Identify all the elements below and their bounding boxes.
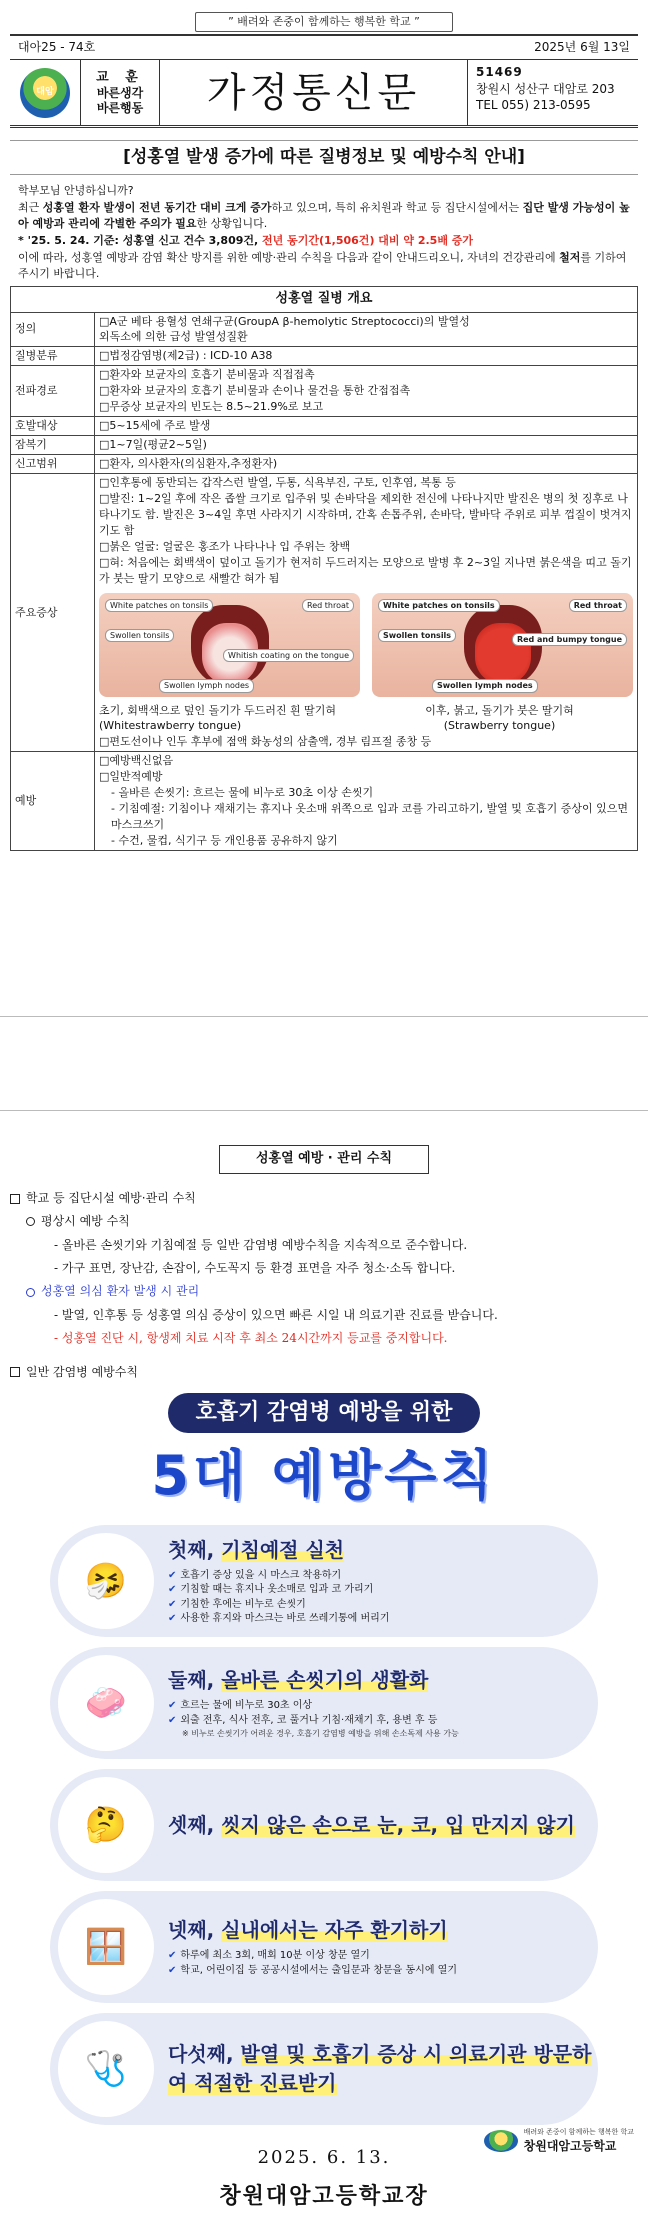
disease-overview-table — [10, 286, 638, 851]
creed-label: 교 훈 — [96, 69, 144, 85]
check-icon: ✔ — [168, 1700, 177, 1712]
page-separator — [0, 1016, 648, 1111]
greeting: 학부모님 안녕하십니까? — [18, 184, 134, 198]
issue-number: 대아25 - 74호 — [18, 40, 96, 54]
strawberry-tongue-image: White patches on tonsils Red throat Swollen tonsils Red and bumpy tongue Swollen lymph nodes — [372, 593, 633, 697]
rule-point: ✔ 호흡기 증상 있을 시 마스크 착용하기 — [168, 1569, 598, 1584]
table-row: 질병분류 □법정감염병(제2급) : ICD-10 A38 — [11, 347, 638, 366]
issue-bar — [10, 34, 638, 60]
newsletter-page-2 — [0, 1111, 648, 2210]
checkbox-icon — [10, 1194, 20, 1204]
check-icon: ✔ — [168, 1598, 177, 1610]
check-icon: ✔ — [168, 1714, 177, 1726]
school-logo-cell — [10, 60, 80, 125]
check-icon: ✔ — [168, 1950, 177, 1962]
school-logo-icon — [484, 2130, 518, 2152]
statistic-note: * '25. 5. 24. 기준: 성홍열 신고 건수 3,809건, 전년 동기간(1,506건) 대비 약 2.5배 증가 — [18, 233, 474, 247]
rule-point: ✔ 학교, 어린이집 등 공공시설에서는 출입문과 창문을 동시에 열기 — [168, 1964, 598, 1979]
poster-title: 5대 예방수칙 — [151, 1443, 497, 1507]
rule-point: ✔ 사용한 휴지와 마스크는 바로 쓰레기통에 버리기 — [168, 1612, 598, 1627]
telephone: TEL 055) 213-0595 — [476, 97, 591, 112]
poster-rule — [50, 2013, 598, 2125]
rule-illustration-icon: 🪟 — [58, 1899, 154, 1995]
table-row: 예방 □예방백신없음 □일반적예방 - 올바른 손씻기: 흐르는 물에 비누로 30초 이상 손씻기 - 기침예절: 기침이나 재채기는 휴지나 옷소매 위쪽으로 입과 코를 가리고하기, 발열 및 호흡기 증상이 있으면 마스크쓰기 - 수건, 물컵, 식기구 등 개인용품 공유하지 않기 — [11, 752, 638, 851]
poster-subtitle: 호흡기 감염병 예방을 위한 — [168, 1393, 481, 1433]
creed-line-2: 바른행동 — [96, 101, 144, 116]
circle-bullet-icon — [26, 1217, 35, 1226]
check-icon: ✔ — [168, 1964, 177, 1976]
checkbox-icon — [10, 1367, 20, 1377]
principal-signature: 창원대암고등학교장 — [219, 2184, 429, 2210]
tongue-figures — [99, 593, 633, 697]
rule-illustration-icon: 🤔 — [58, 1777, 154, 1873]
rule-note: ※ 비누로 손씻기가 어려운 경우, 호흡기 감염병 예방을 위해 손소독제 사용 가능 — [182, 1729, 459, 1739]
intro-text — [10, 183, 638, 282]
table-row: 잠복기 □1~7일(평균2~5일) — [11, 436, 638, 455]
table-header: 성홍열 질병 개요 — [11, 286, 638, 312]
poster-rule — [50, 1769, 598, 1881]
table-row: 주요증상 □인후통에 동반되는 갑작스런 발열, 두통, 식욕부진, 구토, 인후염, 복통 등 □발진: 1~2일 후에 작은 좁쌀 크기로 입주위 및 손바닥을 제외한 전신에 나타나지만 발진은 병의 첫 징후로 나타나기도 함. 발진은 3~4일 후면 사라지기 시작하며, 간혹 손톱주위, 손바닥, 발바닥 주위로 피부 껍질이 벗겨지기도 함 □붉은 얼굴: 얼굴은 홍조가 나타나나 입 주위는 창백 □혀: 처음에는 회백색이 덮이고 돌기가 현저히 두드러지는 모양으로 발병 후 2~3일 지나면 붉은색을 띠고 돌기가 붓는 딸기 모양으로 새빨간 혀가 됨 White patches on tonsils Red throat Swollen tonsils Whitish coating on the tongue Swollen lymph nodes White patches on tonsils Red throat Swollen tonsils Red and bumpy tongue Swollen lymph nodes 초기, 회백색으로 덮인 돌기가 두드러진 흰 딸기혀 (Whitestrawberry tongue) 이후, 붉고, 돌기가 붓은 딸기혀 (Strawberry tongue) □편도선이나 인두 후부에 점액 화농성의 삼출액, 경부 림프절 종창 등 — [11, 473, 638, 751]
poster-rules — [50, 1525, 598, 2125]
article-headline: [성홍열 발생 증가에 따른 질병정보 및 예방수칙 안내] — [10, 140, 638, 175]
rule-illustration-icon: 🤧 — [58, 1533, 154, 1629]
school-stamp: 배려와 존중이 함께하는 행복한 학교 창원대암고등학교 — [484, 2127, 634, 2155]
rule-point: ✔ 흐르는 물에 비누로 30초 이상 — [168, 1699, 598, 1714]
rule-title: 셋째, 씻지 않은 손으로 눈, 코, 입 만지지 않기 — [168, 1812, 575, 1837]
table-row: 전파경로 □환자와 보균자의 호흡기 분비물과 직접접촉 □환자와 보균자의 호흡기 분비물과 손이나 물건을 통한 간접접촉 □무증상 보균자의 빈도는 8.5~21.9%로 보고 — [11, 366, 638, 417]
rule-illustration-icon: 🩺 — [58, 2021, 154, 2117]
school-motto-banner — [10, 0, 638, 34]
newsletter-title: 가정통신문 — [160, 60, 468, 125]
creed-line-1: 바른생각 — [96, 86, 144, 101]
school-rules-section: 학교 등 집단시설 예방·관리 수칙 평상시 예방 수칙 - 올바른 손씻기와 기침예절 등 일반 감염병 예방수칙을 지속적으로 준수합니다. - 가구 표면, 장난감, 손잡이, 수도꼭지 등 환경 표면을 자주 청소·소독 합니다. 성홍열 의심 환자 발생 시 관리 - 발열, 인후통 등 성홍열 의심 증상이 있으면 빠른 시일 내 의료기관 진료를 받습니다. - 성홍열 진단 시, 항생제 치료 시작 후 최소 24시간까지 등교를 중지합니다. — [10, 1190, 638, 1348]
rule-point: ✔ 기침할 때는 휴지나 옷소매로 입과 코 가리기 — [168, 1583, 598, 1598]
general-rules-section: 일반 감염병 예방수칙 — [10, 1364, 638, 1381]
rule-title: 첫째, 기침예절 실천 — [168, 1537, 345, 1562]
rule-title: 다섯째, 발열 및 호흡기 증상 시 의료기관 방문하여 적절한 진료받기 — [168, 2042, 592, 2096]
newsletter-page-1 — [0, 0, 648, 1016]
table-row: 정의 □A군 베타 용혈성 연쇄구균(GroupA β-hemolytic Streptococci)의 발열성 외독소에 의한 급성 발열성질환 — [11, 312, 638, 347]
rule-point: ✔ 하루에 최소 3회, 매회 10분 이상 창문 열기 — [168, 1949, 598, 1964]
poster-rule — [50, 1891, 598, 2003]
school-creed — [80, 60, 160, 125]
table-row: 호발대상 □5~15세에 주로 발생 — [11, 417, 638, 436]
postal-code: 51469 — [476, 65, 523, 80]
address-line: 창원시 성산구 대암로 203 — [476, 81, 615, 96]
rule-title: 둘째, 올바른 손씻기의 생활화 — [168, 1668, 429, 1693]
section-title: 성홍열 예방 · 관리 수칙 — [219, 1145, 429, 1174]
masthead — [10, 60, 638, 128]
poster-rule — [50, 1647, 598, 1759]
prevention-poster — [50, 1393, 598, 2133]
check-icon: ✔ — [168, 1569, 177, 1581]
intro-paragraph-1: 최근 성홍열 환자 발생이 전년 동기간 대비 크게 증가하고 있으며, 특히 유치원과 학교 등 집단시설에서는 집단 발생 가능성이 높아 예방과 관리에 각별한 주의가 필요한 상황입니다. — [18, 200, 630, 230]
circle-bullet-icon — [26, 1288, 35, 1297]
footer-date: 2025. 6. 13. — [257, 2146, 391, 2168]
check-icon: ✔ — [168, 1584, 177, 1596]
check-icon: ✔ — [168, 1613, 177, 1625]
school-address — [468, 60, 638, 125]
tongue-captions: 초기, 회백색으로 덮인 돌기가 두드러진 흰 딸기혀 (Whitestrawberry tongue) 이후, 붉고, 돌기가 붓은 딸기혀 (Strawberry tongue) — [99, 703, 574, 733]
intro-paragraph-2: 이에 따라, 성홍열 예방과 감염 확산 방지를 위한 예방·관리 수칙을 다음과 같이 안내드리오니, 자녀의 건강관리에 철저를 기하여 주시기 바랍니다. — [18, 250, 627, 280]
rule-point: ✔ 기침한 후에는 비누로 손씻기 — [168, 1598, 598, 1613]
rule-title: 넷째, 실내에서는 자주 환기하기 — [168, 1918, 448, 1943]
issue-date: 2025년 6월 13일 — [534, 40, 630, 54]
white-strawberry-tongue-image: White patches on tonsils Red throat Swollen tonsils Whitish coating on the tongue Swollen lymph nodes — [99, 593, 360, 697]
rule-point: ✔ 외출 전후, 식사 전후, 코 풀거나 기침·재채기 후, 용변 후 등 — [168, 1714, 598, 1729]
school-motto: ” 배려와 존중이 함께하는 행복한 학교 ” — [195, 12, 453, 32]
poster-rule — [50, 1525, 598, 1637]
rule-illustration-icon: 🧼 — [58, 1655, 154, 1751]
table-row: 신고범위 □환자, 의사환자(의심환자,추정환자) — [11, 455, 638, 474]
school-logo: 대암 — [20, 68, 70, 118]
